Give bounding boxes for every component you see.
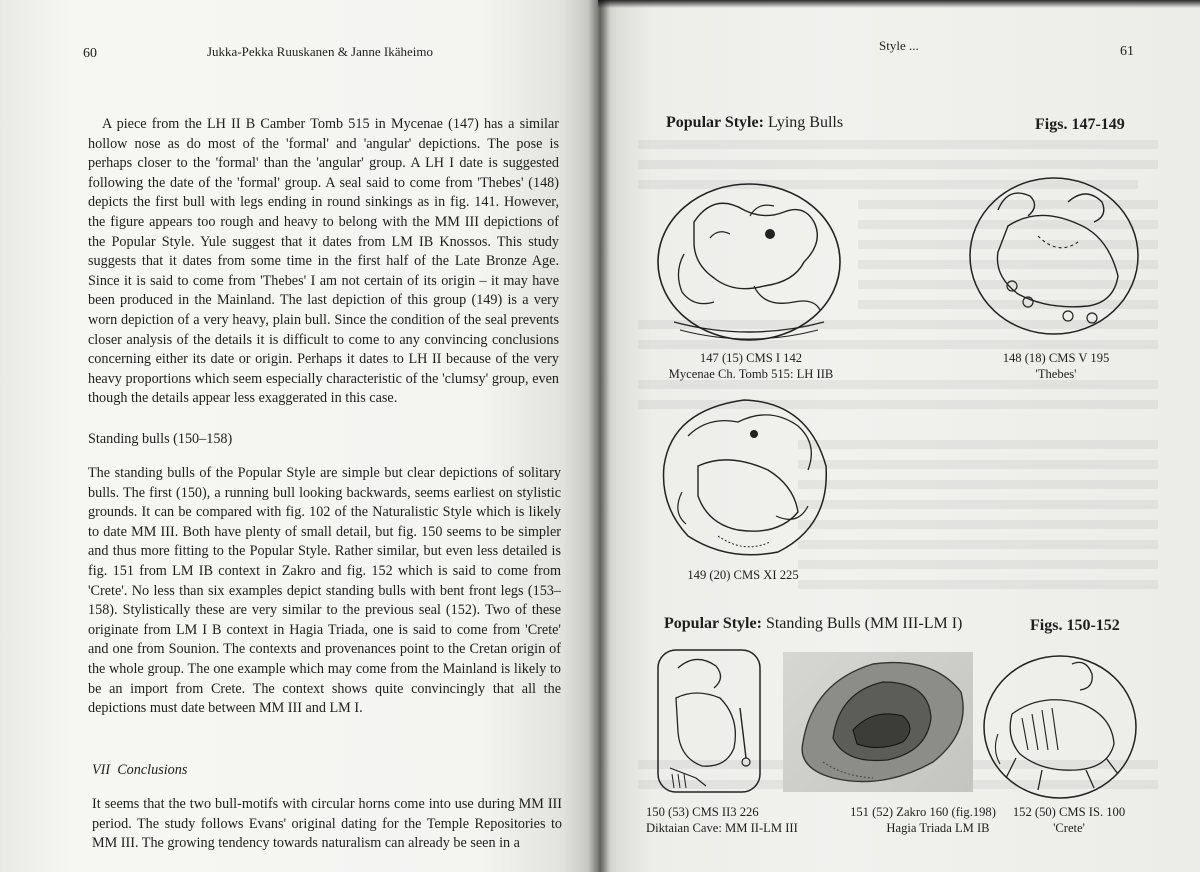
seal-drawing-147 xyxy=(654,182,844,346)
right-page xyxy=(598,0,1200,872)
running-header-right: Style ... xyxy=(879,38,919,53)
caption-line: 147 (15) CMS I 142 xyxy=(699,351,803,365)
plate-title-bold: Popular Style: xyxy=(666,114,764,131)
paragraph-standing-bulls xyxy=(88,464,561,719)
caption-151 xyxy=(823,804,1023,836)
seal-drawing-148 xyxy=(968,176,1140,336)
caption-152 xyxy=(994,804,1144,836)
seal-drawing-152 xyxy=(982,654,1138,800)
caption-line: 151 (52) Zakro 160 (fig.198) xyxy=(850,805,996,819)
scan-edge-shadow xyxy=(598,0,1200,8)
paragraph-lying-bulls xyxy=(88,115,559,409)
paragraph-text: It seems that the two bull-motifs with circular horns come into use during MM III period. The study follows Evans' original dating for the Temple Repositories to MM III. The growing tendency towards naturalism can already be seen in a xyxy=(92,796,562,852)
caption-line: 152 (50) CMS IS. 100 xyxy=(1012,805,1126,819)
caption-line: 'Crete' xyxy=(1053,821,1085,835)
caption-line: Mycenae Ch. Tomb 515: LH IIB xyxy=(668,367,834,381)
plate-figs-147-149: Figs. 147-149 xyxy=(1035,116,1125,133)
page-number-left: 60 xyxy=(83,46,97,61)
caption-line: Hagia Triada LM IB xyxy=(886,821,990,835)
paragraph-text: A piece from the LH II B Camber Tomb 515 in Mycenae (147) has a similar hollow nose as do most of the 'formal' and 'angular' depictions. The pose is perhaps closer to the 'formal' than the 'angular' group. A LH I date is suggested following the date of the 'formal' group. A seal said to come from 'Thebes' (148) depicts the first bull with legs ending in round sinkings as in fig. 141. However, the figure appears too rough and heavy to belong with the MM III depictions of the Popular Style. Yule suggest that it dates from LM IB Knossos. This study suggests that it dates from some time in the first half of the Late Bronze Age. Since it is said to come from 'Thebes' I am not certain of its origin – it may have been produced in the Mainland. The last depiction of this group (149) is a very worn depiction of a very heavy, plain bull. Since the condition of the seal prevents closer analysis of the details it is difficult to come to any convincing conclusions concerning either its date or origin. Perhaps it dates to LH II because of the very heavy proportions which seem especially characteristic of the 'clumsy' group, even though the details appear less exaggerated in this case. xyxy=(88,116,559,407)
caption-line: 'Thebes' xyxy=(1035,367,1077,381)
caption-line: 149 (20) CMS XI 225 xyxy=(687,568,799,582)
plate-title-bold: Popular Style: xyxy=(664,615,762,632)
caption-147 xyxy=(646,350,856,382)
caption-150 xyxy=(646,804,836,836)
caption-148 xyxy=(981,350,1131,382)
page-number-right: 61 xyxy=(1120,44,1134,59)
left-page xyxy=(0,0,598,872)
caption-line: Diktaian Cave: MM II-LM III xyxy=(646,821,798,835)
paragraph-text: The standing bulls of the Popular Style are simple but clear depictions of solitary bulls. The first (150), a running bull looking backwards, seems earliest on stylistic grounds. It can be compared with fig. 102 of the Naturalistic Style which is likely to date MM III. Both have plenty of small detail, but fig. 150 seems to be simpler and thus more fitting to the Popular Style. Rather similar, but even less detailed is fig. 151 from LM IB context in Zakro and fig. 152 which is said to come from 'Crete'. No less than six examples depict standing bulls with bent front legs (153–158). Stylistically these are very similar to the previous seal (152). Two of these originate from LM I B context in Hagia Triada, one is said to come from 'Crete' and one from Sounion. The contexts and provenances point to the Cretan origin of the whole group. The one example which may come from the Mainland is likely to be an import from Crete. The context shows quite convincingly that all the depictions must date between MM III and LM I. xyxy=(88,465,561,717)
plate-title-rest: Standing Bulls (MM III-LM I) xyxy=(761,615,963,632)
plate-figs-150-152: Figs. 150-152 xyxy=(1030,617,1120,634)
plate-title-rest: Lying Bulls xyxy=(763,114,844,131)
heading-standing-bulls: Standing bulls (150–158) xyxy=(88,431,233,447)
seal-drawing-150 xyxy=(656,648,762,794)
paragraph-conclusions xyxy=(92,795,562,854)
seal-photo-151 xyxy=(783,652,973,792)
seal-drawing-149 xyxy=(658,396,832,562)
running-header-left: Jukka-Pekka Ruuskanen & Janne Ikäheimo xyxy=(207,44,434,59)
plate-title-lying-bulls xyxy=(666,114,843,132)
caption-line: 148 (18) CMS V 195 xyxy=(1002,351,1110,365)
caption-149 xyxy=(658,567,828,583)
caption-line: 150 (53) CMS II3 226 xyxy=(646,805,759,819)
heading-conclusions: VII Conclusions xyxy=(92,762,188,778)
plate-title-standing-bulls xyxy=(664,615,962,633)
